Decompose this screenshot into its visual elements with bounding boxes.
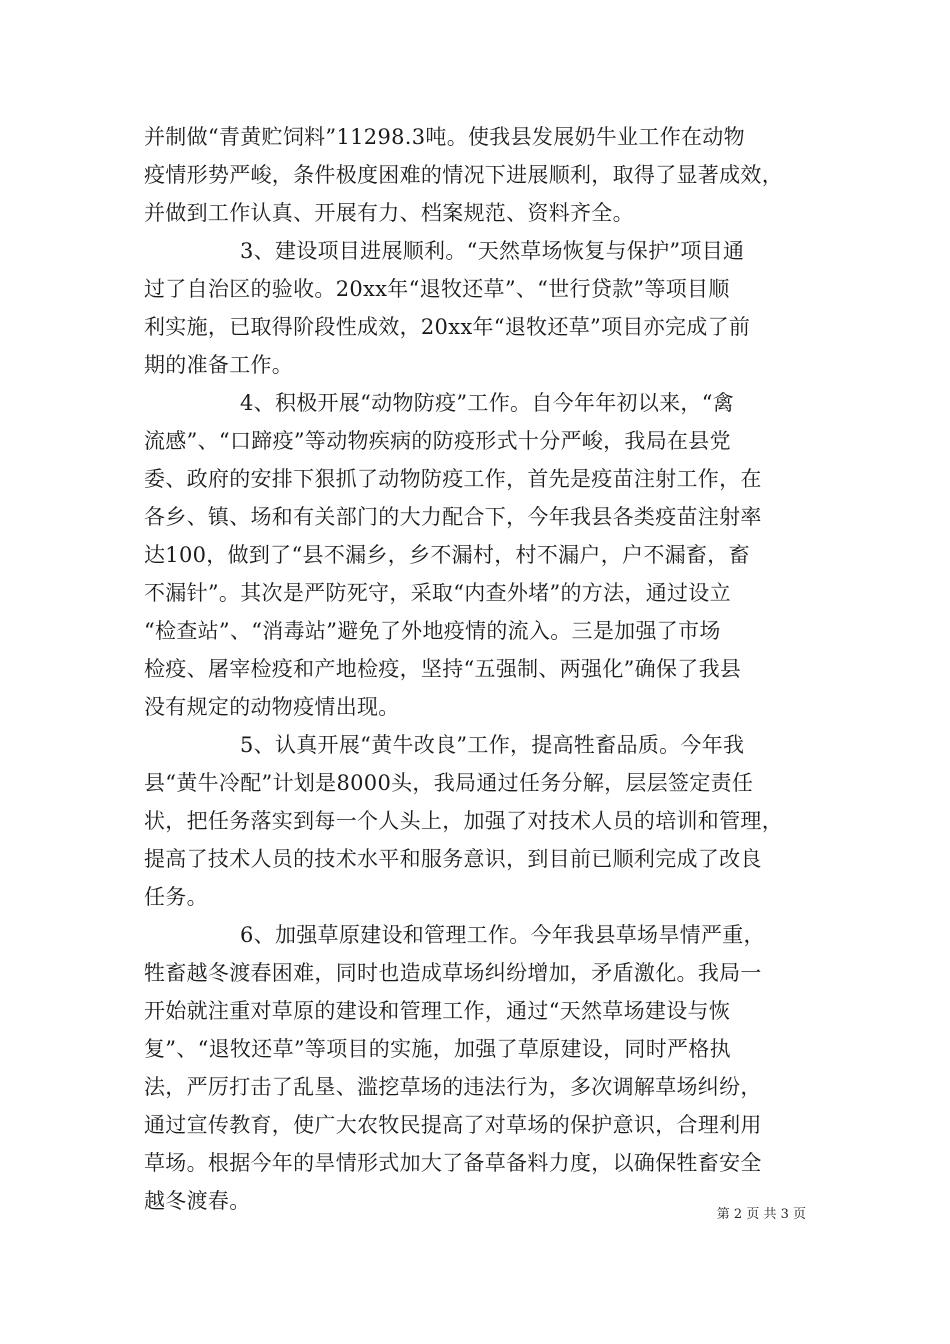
text-line: 状，把任务落实到每一个人头上，加强了对技术人员的培训和管理，: [144, 809, 783, 833]
text-line: 并制做“青黄贮饲料”11298.3吨。使我县发展奶牛业工作在动物: [144, 125, 745, 149]
text-line: 法，严厉打击了乱垦、滥挖草场的违法行为，多次调解草场纠纷，: [144, 1075, 762, 1099]
paragraph-4-heading-line: 4、积极开展“动物防疫”工作。自今年年初以来，“禽: [240, 391, 735, 415]
paragraph-5-heading-line: 5、认真开展“黄牛改良”工作，提高牲畜品质。今年我: [240, 733, 745, 757]
text-line: 县“黄牛冷配”计划是8000头，我局通过任务分解，层层签定责任: [144, 771, 754, 795]
text-line: 通过宣传教育，使广大农牧民提高了对草场的保护意识，合理利用: [144, 1113, 762, 1137]
paragraph-3-heading-line: 3、建设项目进展顺利。“天然草场恢复与保护”项目通: [240, 239, 745, 263]
text-line: 越冬渡春。: [144, 1189, 251, 1213]
text-line: 牲畜越冬渡春困难，同时也造成草场纠纷增加，矛盾激化。我局一: [144, 961, 762, 985]
text-line: 流感”、“口蹄疫”等动物疾病的防疫形式十分严峻，我局在县党: [144, 429, 731, 453]
text-line: 并做到工作认真、开展有力、档案规范、资料齐全。: [144, 201, 634, 225]
text-line: 疫情形势严峻，条件极度困难的情况下进展顺利，取得了显著成效，: [144, 163, 783, 187]
text-line: 各乡、镇、场和有关部门的大力配合下，今年我县各类疫苗注射率: [144, 505, 762, 529]
text-line: 过了自治区的验收。20xx年“退牧还草”、“世行贷款”等项目顺: [144, 277, 730, 301]
text-line: 期的准备工作。: [144, 353, 294, 377]
text-line: “检查站”、“消毒站”避免了外地疫情的流入。三是加强了市场: [144, 619, 721, 643]
text-line: 任务。: [144, 885, 208, 909]
text-line: 检疫、屠宰检疫和产地检疫，坚持“五强制、两强化”确保了我县: [144, 657, 742, 681]
text-line: 提高了技术人员的技术水平和服务意识，到目前已顺利完成了改良: [144, 847, 762, 871]
text-line: 开始就注重对草原的建设和管理工作，通过“天然草场建设与恢: [144, 999, 731, 1023]
text-line: 不漏针”。其次是严防死守，采取“内查外堵”的方法，通过设立: [144, 581, 731, 605]
text-line: 利实施，已取得阶段性成效，20xx年“退牧还草”项目亦完成了前: [144, 315, 751, 339]
document-body: [144, 118, 814, 1220]
page-number: 第 2 页 共 3 页: [716, 1207, 806, 1222]
text-line: 复”、“退牧还草”等项目的实施，加强了草原建设，同时严格执: [144, 1037, 731, 1061]
text-line: 草场。根据今年的旱情形式加大了备草备料力度，以确保牲畜安全: [144, 1151, 762, 1175]
text-line: 达100，做到了“县不漏乡，乡不漏村，村不漏户，户不漏畜，畜: [144, 543, 750, 567]
paragraph-6-heading-line: 6、加强草原建设和管理工作。今年我县草场旱情严重，: [240, 923, 765, 947]
text-line: 没有规定的动物疫情出现。: [144, 695, 400, 719]
text-line: 委、政府的安排下狠抓了动物防疫工作，首先是疫苗注射工作，在: [144, 467, 762, 491]
